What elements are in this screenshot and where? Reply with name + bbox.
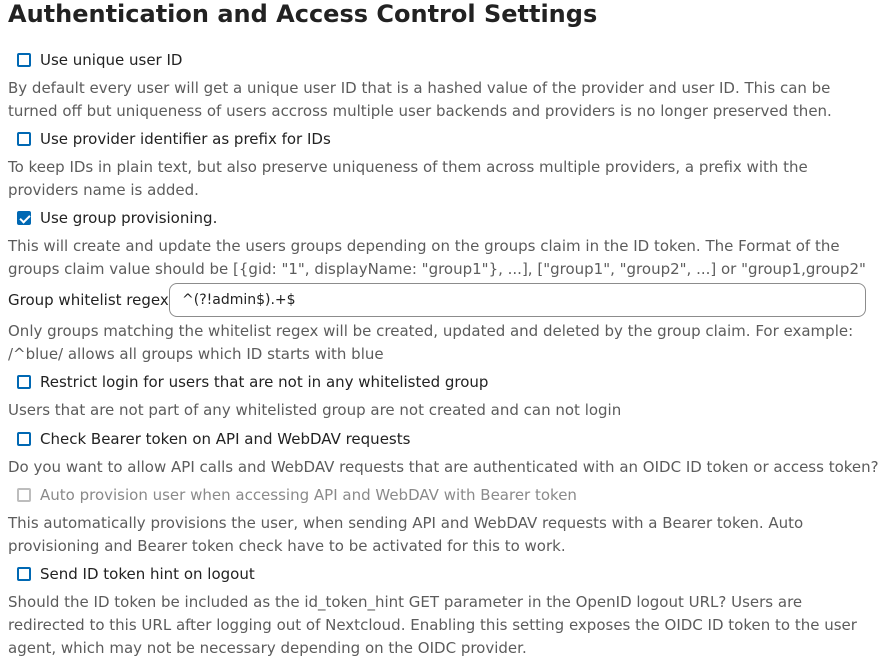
unique-uid-label[interactable]: Use unique user ID: [40, 51, 183, 69]
provider-prefix-checkbox[interactable]: [17, 132, 31, 146]
group-provisioning-description: This will create and update the users groups depending on the groups claim in the ID token. The Format of the groups claim value should be [{gid: "1", displayName: "group1"}, ...], ["group1", "group2", ...] or "group1,group2": [8, 237, 866, 278]
group-whitelist-input[interactable]: [169, 283, 866, 317]
unique-uid-setting[interactable]: [17, 49, 182, 71]
restrict-login-label[interactable]: Restrict login for users that are not in any whitelisted group: [40, 373, 489, 391]
id-token-hint-label[interactable]: Send ID token hint on logout: [40, 565, 255, 583]
bearer-provisioning-setting: [17, 484, 577, 506]
group-provisioning-label[interactable]: Use group provisioning.: [40, 209, 218, 227]
restrict-login-checkbox[interactable]: [17, 375, 31, 389]
unique-uid-description: By default every user will get a unique user ID that is a hashed value of the provider and user ID. This can be turned off but uniqueness of users accross multiple user backends and providers is no longer preserved then.: [8, 79, 832, 120]
page-title: Authentication and Access Control Settings: [8, 0, 598, 28]
id-token-hint-checkbox[interactable]: [17, 567, 31, 581]
bearer-check-description: Do you want to allow API calls and WebDAV requests that are authenticated with an OIDC ID token or access token?: [8, 458, 879, 476]
bearer-check-label[interactable]: Check Bearer token on API and WebDAV requests: [40, 430, 411, 448]
group-provisioning-setting[interactable]: [17, 207, 217, 229]
restrict-login-description: Users that are not part of any whitelisted group are not created and can not login: [8, 401, 622, 419]
bearer-provisioning-checkbox: [17, 488, 31, 502]
group-whitelist-description: Only groups matching the whitelist regex will be created, updated and deleted by the group claim. For example: /^blue/ allows all groups which ID starts with blue: [8, 322, 854, 363]
provider-prefix-setting[interactable]: [17, 128, 331, 150]
unique-uid-checkbox[interactable]: [17, 53, 31, 67]
id-token-hint-description: Should the ID token be included as the id_token_hint GET parameter in the OpenID logout URL? Users are redirected to this URL after logging out of Nextcloud. Enabling this setting exposes the OIDC ID token to the user agent, which may not be necessary depending on the OIDC provider.: [8, 593, 857, 657]
provider-prefix-label[interactable]: Use provider identifier as prefix for IDs: [40, 130, 331, 148]
bearer-check-setting[interactable]: [17, 428, 410, 450]
id-token-hint-setting[interactable]: [17, 563, 255, 585]
group-whitelist-label: Group whitelist regex: [8, 291, 169, 309]
provider-prefix-description: To keep IDs in plain text, but also preserve uniqueness of them across multiple providers, a prefix with the providers name is added.: [8, 158, 808, 199]
bearer-provisioning-label: Auto provision user when accessing API and WebDAV with Bearer token: [40, 486, 577, 504]
restrict-login-setting[interactable]: [17, 371, 488, 393]
bearer-provisioning-description: This automatically provisions the user, when sending API and WebDAV requests with a Bearer token. Auto provisioning and Bearer token check have to be activated for this to work.: [8, 514, 804, 555]
group-provisioning-checkbox[interactable]: [17, 211, 31, 225]
bearer-check-checkbox[interactable]: [17, 432, 31, 446]
